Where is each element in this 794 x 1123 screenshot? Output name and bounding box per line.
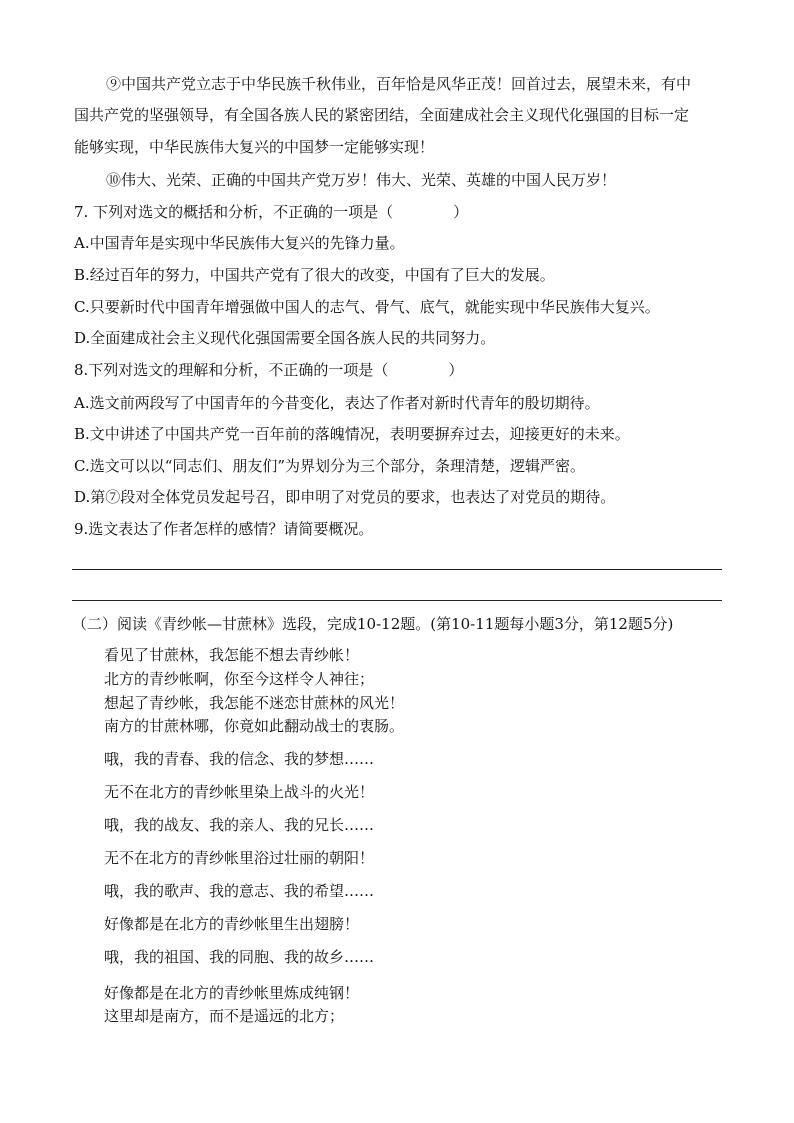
question-7-stem: 7. 下列对选文的概括和分析，不正确的一项是（ ） <box>74 203 469 221</box>
question-7-option-b: B.经过百年的努力，中国共产党有了很大的改变，中国有了巨大的发展。 <box>74 266 555 284</box>
question-8-option-b: B.文中讲述了中国共产党一百年前的落魄情况，表明要摒弃过去，迎接更好的未来。 <box>74 425 630 443</box>
poem-line: 哦，我的战友、我的亲人、我的兄长…… <box>104 816 375 834</box>
poem-line: 好像都是在北方的青纱帐里炼成纯钢！ <box>104 984 360 1002</box>
question-8-option-a: A.选文前两段写了中国青年的今昔变化，表达了作者对新时代青年的殷切期待。 <box>74 394 600 412</box>
poem-line: 哦，我的青春、我的信念、我的梦想…… <box>104 750 375 768</box>
question-9-stem: 9.选文表达了作者怎样的感情？请简要概况。 <box>74 520 374 538</box>
question-8-option-d: D.第⑦段对全体党员发起号召，即申明了对党员的要求，也表达了对党员的期待。 <box>74 488 616 506</box>
poem-line: 南方的甘蔗林哪，你竟如此翻动战士的衷肠。 <box>104 717 405 735</box>
poem-line: 无不在北方的青纱帐里染上战斗的火光！ <box>104 783 375 801</box>
poem-line: 无不在北方的青纱帐里浴过壮丽的朝阳！ <box>104 849 375 867</box>
paragraph-9-line-3: 能够实现，中华民族伟大复兴的中国梦一定能够实现！ <box>74 138 435 156</box>
question-7-option-c: C.只要新时代中国青年增强做中国人的志气、骨气、底气，就能实现中华民族伟大复兴。 <box>74 298 660 316</box>
poem-line: 哦，我的祖国、我的同胞、我的故乡…… <box>104 948 375 966</box>
paragraph-10: ⑩伟大、光荣、正确的中国共产党万岁！伟大、光荣、英雄的中国人民万岁！ <box>106 171 617 189</box>
poem-line: 哦，我的歌声、我的意志、我的希望…… <box>104 882 375 900</box>
paragraph-9-line-1: ⑨中国共产党立志于中华民族千秋伟业，百年恰是风华正茂！回首过去，展望未来，有中 <box>106 75 692 93</box>
answer-line-1 <box>72 569 722 570</box>
answer-line-2 <box>72 600 722 601</box>
poem-line: 好像都是在北方的青纱帐里生出翅膀！ <box>104 915 360 933</box>
poem-line: 想起了青纱帐，我怎能不迷恋甘蔗林的风光！ <box>104 694 405 712</box>
poem-line: 北方的青纱帐啊，你至今这样令人神往； <box>104 670 375 688</box>
poem-line: 看见了甘蔗林，我怎能不想去青纱帐！ <box>104 646 360 664</box>
section-2-title: （二）阅读《青纱帐—甘蔗林》选段，完成10-12题。(第10-11题每小题3分，第12题5分) <box>72 615 674 633</box>
poem-line: 这里却是南方，而不是遥远的北方； <box>104 1007 345 1025</box>
question-8-option-c: C.选文可以以“同志们、朋友们”为界划分为三个部分，条理清楚，逻辑严密。 <box>74 457 586 475</box>
paragraph-9-line-2: 国共产党的坚强领导，有全国各族人民的紧密团结，全面建成社会主义现代化强国的目标一定 <box>74 106 690 124</box>
question-8-stem: 8.下列对选文的理解和分析，不正确的一项是（ ） <box>74 361 464 379</box>
question-7-option-d: D.全面建成社会主义现代化强国需要全国各族人民的共同努力。 <box>74 329 496 347</box>
question-7-option-a: A.中国青年是实现中华民族伟大复兴的先锋力量。 <box>74 234 405 252</box>
